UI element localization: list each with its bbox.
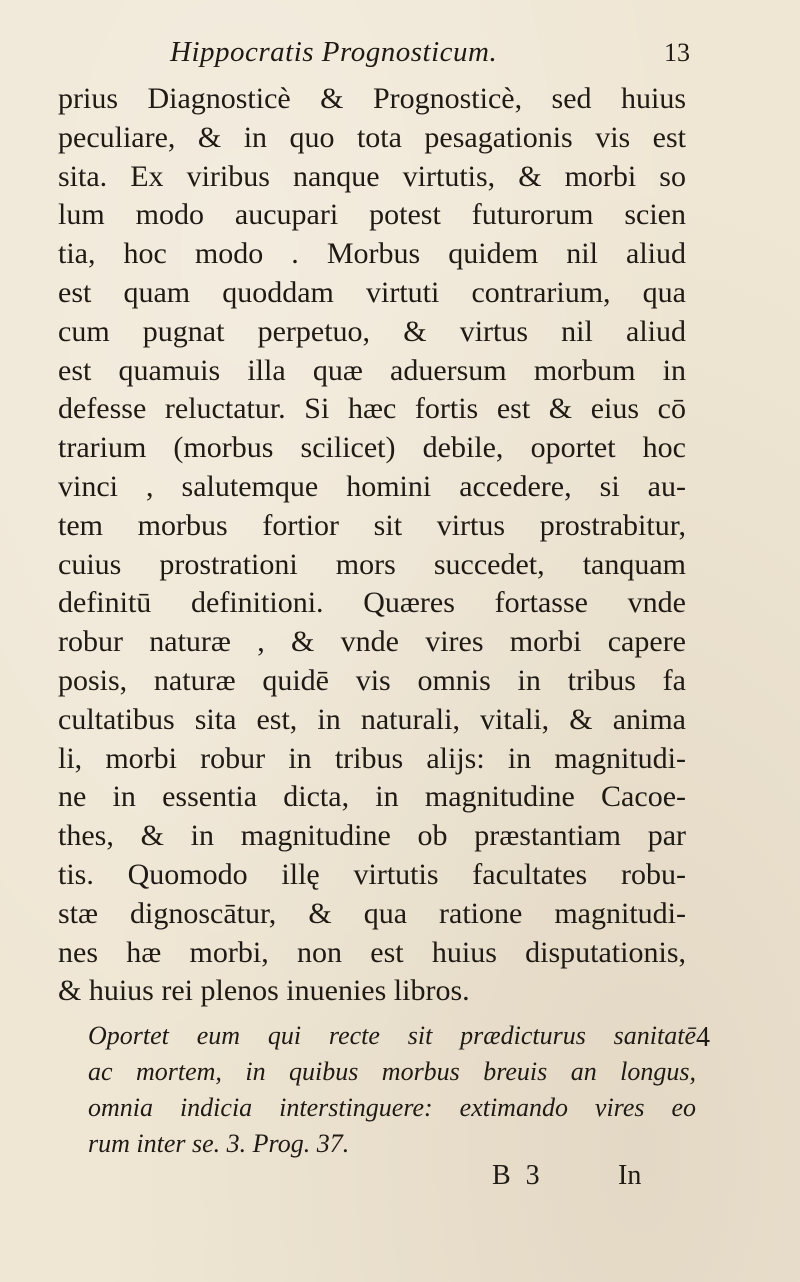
running-title: Hippocratis Prognosticum.: [170, 36, 498, 68]
text-line: cultatibus sita est, in naturali, vitali, & anima: [58, 702, 686, 736]
page-number: 13: [664, 38, 690, 67]
text-line: nes hæ morbi, non est huius disputationis,: [58, 935, 686, 969]
signature-mark: B 3: [492, 1160, 544, 1191]
text-line: tis. Quomodo illę virtutis facultates robu-: [58, 857, 686, 891]
text-line: li, morbi robur in tribus alijs: in magnitudi-: [58, 741, 686, 775]
aphorism-line: Oportet eum qui recte sit prædicturus sanitatē: [88, 1021, 696, 1050]
text-line: thes, & in magnitudine ob præstantiam par: [58, 819, 686, 853]
text-line: prius Diagnosticè & Prognosticè, sed huius: [58, 82, 686, 115]
page-header: [170, 36, 690, 76]
text-line: est quamuis illa quæ aduersum morbum in: [58, 353, 686, 387]
text-line: definitū definitioni. Quæres fortasse vnde: [58, 586, 686, 620]
text-line: trarium (morbus scilicet) debile, oportet hoc: [58, 431, 686, 465]
text-line: vinci , salutemque homini accedere, si au-: [58, 469, 686, 503]
text-line: cuius prostrationi mors succedet, tanquam: [58, 547, 686, 581]
margin-note: 4: [696, 1022, 710, 1053]
aphorism-line: omnia indicia interstinguere: extimando vires eo: [88, 1093, 696, 1122]
text-line: tia, hoc modo . Morbus quidem nil aliud: [58, 237, 686, 271]
text-line: defesse reluctatur. Si hæc fortis est & eius cō: [58, 392, 686, 426]
catchword: In: [618, 1160, 642, 1191]
aphorism-quote: [88, 1018, 696, 1162]
text-line: sita. Ex viribus nanque virtutis, & morbi so: [58, 159, 686, 193]
text-line: cum pugnat perpetuo, & virtus nil aliud: [58, 314, 686, 348]
text-line: tem morbus fortior sit virtus prostrabitur,: [58, 508, 686, 542]
text-line: peculiare, & in quo tota pesagationis vis est: [58, 120, 686, 154]
aphorism-line: rum inter se. 3. Prog. 37.: [88, 1129, 350, 1158]
text-line: posis, naturæ quidē vis omnis in tribus fa: [58, 663, 686, 697]
text-line: est quam quoddam virtuti contrarium, qua: [58, 275, 686, 309]
text-line: robur naturæ , & vnde vires morbi capere: [58, 625, 686, 659]
aphorism-line: ac mortem, in quibus morbus breuis an longus,: [88, 1057, 696, 1086]
text-line: ne in essentia dicta, in magnitudine Cacoe-: [58, 780, 686, 814]
text-line: & huius rei plenos inuenies libros.: [58, 974, 470, 1008]
text-line: stæ dignoscātur, & qua ratione magnitudi-: [58, 896, 686, 930]
body-text: [58, 80, 686, 1011]
text-line: lum modo aucupari potest futurorum scien: [58, 198, 686, 232]
